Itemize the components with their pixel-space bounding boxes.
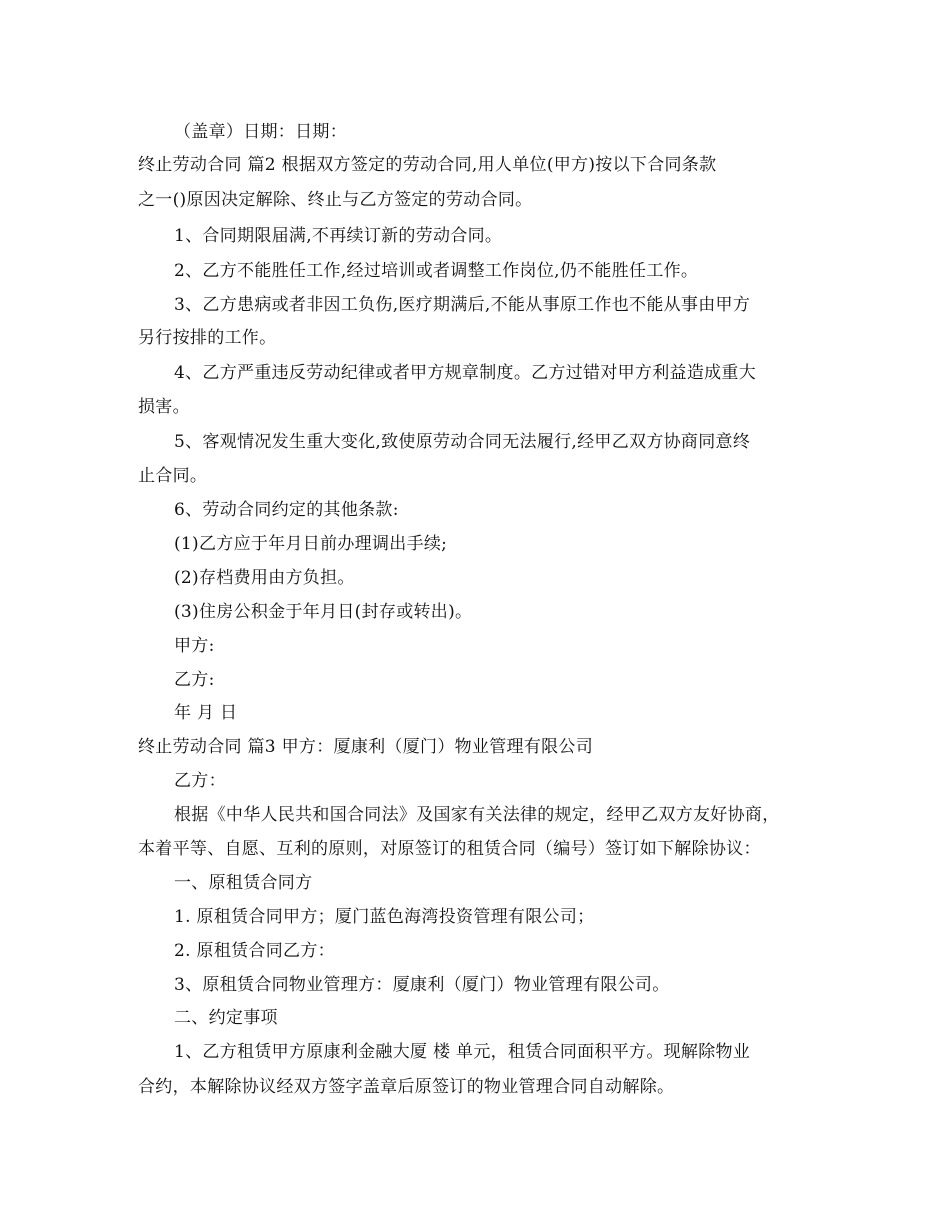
- party-a-label: 甲方:: [174, 636, 215, 656]
- paragraph-line: 本着平等、自愿、互利的原则，对原签订的租赁合同（编号）签订如下解除协议：: [138, 839, 761, 859]
- paragraph-line: 之一()原因决定解除、终止与乙方签定的劳动合同。: [138, 190, 533, 210]
- list-item: 3、原租赁合同物业管理方：厦康利（厦门）物业管理有限公司。: [174, 975, 670, 995]
- clause-2: 2、乙方不能胜任工作,经过培训或者调整工作岗位,仍不能胜任工作。: [174, 261, 699, 281]
- sub-clause-1: (1)乙方应于年月日前办理调出手续;: [174, 534, 448, 554]
- party-b-label: 乙方:: [174, 670, 215, 690]
- section-heading-2: 二、约定事项: [174, 1008, 278, 1028]
- list-item: 1. 原租赁合同甲方；厦门蓝色海湾投资管理有限公司；: [174, 907, 595, 927]
- date-line: 年 月 日: [174, 703, 238, 723]
- agreement-clause-1-cont: 合约，本解除协议经双方签字盖章后原签订的物业管理合同自动解除。: [138, 1077, 675, 1097]
- section-heading-1: 一、原租赁合同方: [174, 873, 313, 893]
- clause-5-cont: 止合同。: [138, 466, 208, 486]
- clause-6: 6、劳动合同约定的其他条款:: [174, 500, 399, 520]
- clause-1: 1、合同期限届满,不再续订新的劳动合同。: [174, 226, 503, 246]
- sub-clause-3: (3)住房公积金于年月日(封存或转出)。: [174, 602, 473, 622]
- seal-date-line: （盖章）日期：日期：: [174, 122, 347, 142]
- party-b-line: 乙方：: [174, 771, 226, 791]
- clause-5: 5、客观情况发生重大变化,致使原劳动合同无法履行,经甲乙双方协商同意终: [174, 432, 751, 452]
- clause-4: 4、乙方严重违反劳动纪律或者甲方规章制度。乙方过错对甲方利益造成重大: [174, 363, 757, 383]
- clause-4-cont: 损害。: [138, 397, 190, 417]
- section-3-heading-line: 终止劳动合同 篇3 甲方：厦康利（厦门）物业管理有限公司: [138, 737, 594, 757]
- agreement-clause-1: 1、乙方租赁甲方原康利金融大厦 楼 单元，租赁合同面积平方。现解除物业: [174, 1042, 751, 1062]
- list-item: 2. 原租赁合同乙方：: [174, 941, 335, 961]
- paragraph-line: 根据《中华人民共和国合同法》及国家有关法律的规定，经甲乙双方友好协商，: [174, 805, 780, 825]
- sub-clause-2: (2)存档费用由方负担。: [174, 568, 355, 588]
- clause-3: 3、乙方患病或者非因工负伤,医疗期满后,不能从事原工作也不能从事由甲方: [174, 295, 751, 315]
- clause-3-cont: 另行按排的工作。: [138, 328, 277, 348]
- section-2-heading-line: 终止劳动合同 篇2 根据双方签定的劳动合同,用人单位(甲方)按以下合同条款: [138, 155, 717, 175]
